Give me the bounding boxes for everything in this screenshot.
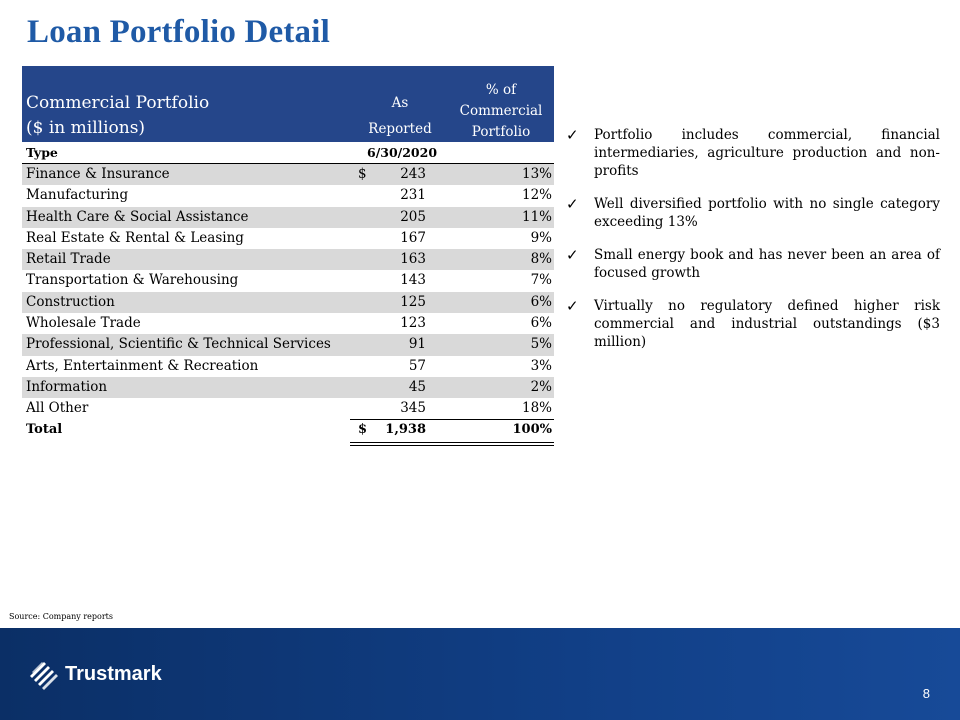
table-row (22, 164, 554, 185)
row-amount: 125 (400, 293, 426, 310)
check-icon: ✓ (566, 297, 579, 315)
check-icon: ✓ (566, 195, 579, 213)
table-title-line2: ($ in millions) (26, 118, 146, 138)
commercial-portfolio-table (22, 66, 554, 442)
row-amount: 91 (408, 336, 426, 353)
col-header-pct-line3: Portfolio (471, 124, 531, 140)
row-dollar: $ (358, 421, 368, 437)
row-label: Finance & Insurance (26, 166, 170, 182)
bullet-item (566, 195, 940, 231)
row-pct: 6% (530, 293, 552, 310)
brand-logo (28, 658, 162, 690)
brand-name: Trustmark (65, 662, 162, 685)
row-amount: 231 (400, 187, 426, 204)
row-label: Information (26, 378, 108, 395)
row-amount: 243 (400, 166, 426, 182)
table-row (22, 377, 554, 398)
bullet-item (566, 246, 940, 282)
check-icon: ✓ (566, 126, 579, 144)
table-row (22, 228, 554, 249)
table-row (22, 292, 554, 313)
row-label: Manufacturing (26, 187, 129, 204)
table-row (22, 185, 554, 206)
row-dollar: $ (358, 166, 367, 182)
row-label: Professional, Scientific & Technical Services (26, 336, 331, 353)
row-pct: 8% (530, 251, 552, 268)
row-amount: 57 (408, 357, 426, 374)
bullet-text: Portfolio includes commercial, financial intermediaries, agriculture production and non-profits (594, 127, 940, 179)
row-amount: 143 (400, 272, 426, 289)
row-label: Retail Trade (26, 251, 111, 268)
row-label: All Other (26, 400, 89, 417)
source-note: Source: Company reports (9, 612, 113, 621)
row-label: Arts, Entertainment & Recreation (26, 357, 259, 374)
row-label: Health Care & Social Assistance (26, 208, 249, 225)
bullet-text: Virtually no regulatory defined higher risk commercial and industrial outstandings ($3 million) (594, 298, 940, 350)
row-amount: 163 (400, 251, 426, 268)
row-pct: 12% (521, 187, 552, 204)
bullet-text: Small energy book and has never been an area of focused growth (594, 247, 940, 281)
table-title (26, 91, 209, 141)
row-label: Total (26, 421, 63, 437)
row-pct: 5% (530, 336, 552, 353)
row-pct: 6% (530, 315, 552, 332)
row-amount: 205 (400, 208, 426, 225)
bullet-item (566, 126, 940, 180)
col-header-pct-line1: % of (485, 82, 517, 98)
row-pct: 3% (530, 357, 552, 374)
row-label: Transportation & Warehousing (26, 272, 239, 289)
bullet-text: Well diversified portfolio with no single category exceeding 13% (594, 196, 940, 230)
table-subheader (22, 142, 554, 164)
row-amount: 1,938 (385, 421, 426, 437)
row-amount: 45 (408, 378, 426, 395)
row-label: Real Estate & Rental & Leasing (26, 229, 244, 246)
row-pct: 2% (530, 378, 552, 395)
bullet-list (566, 126, 940, 366)
row-pct: 100% (512, 421, 552, 437)
table-row (22, 398, 554, 419)
total-double-underline (350, 442, 554, 446)
col-header-reported-line2: Reported (368, 121, 432, 137)
footer-bar (0, 628, 960, 720)
row-label: Wholesale Trade (26, 315, 141, 332)
table-row-total (22, 420, 554, 442)
table-row (22, 207, 554, 228)
table-header (22, 66, 554, 142)
row-pct: 13% (521, 166, 552, 182)
row-pct: 9% (530, 229, 552, 246)
table-body (22, 164, 554, 420)
row-label: Construction (26, 293, 115, 310)
table-row (22, 313, 554, 334)
page-number: 8 (922, 686, 930, 701)
page-title: Loan Portfolio Detail (27, 14, 330, 50)
col-header-reported-line1: As (391, 95, 409, 111)
row-pct: 11% (521, 208, 552, 225)
table-row (22, 334, 554, 355)
table-row (22, 270, 554, 291)
row-pct: 18% (521, 400, 552, 417)
type-label: Type (26, 145, 58, 160)
date-label: 6/30/2020 (367, 145, 438, 160)
col-header-pct (448, 80, 554, 143)
trustmark-logo-icon (28, 658, 60, 690)
table-row (22, 249, 554, 270)
table-title-line1: Commercial Portfolio (26, 93, 210, 113)
row-amount: 123 (400, 315, 426, 332)
row-amount: 345 (400, 400, 426, 417)
col-header-pct-line2: Commercial (459, 103, 543, 119)
bullet-item (566, 297, 940, 351)
table-row (22, 356, 554, 377)
col-header-reported (353, 90, 447, 142)
row-amount: 167 (400, 229, 426, 246)
check-icon: ✓ (566, 246, 579, 264)
row-pct: 7% (530, 272, 552, 289)
